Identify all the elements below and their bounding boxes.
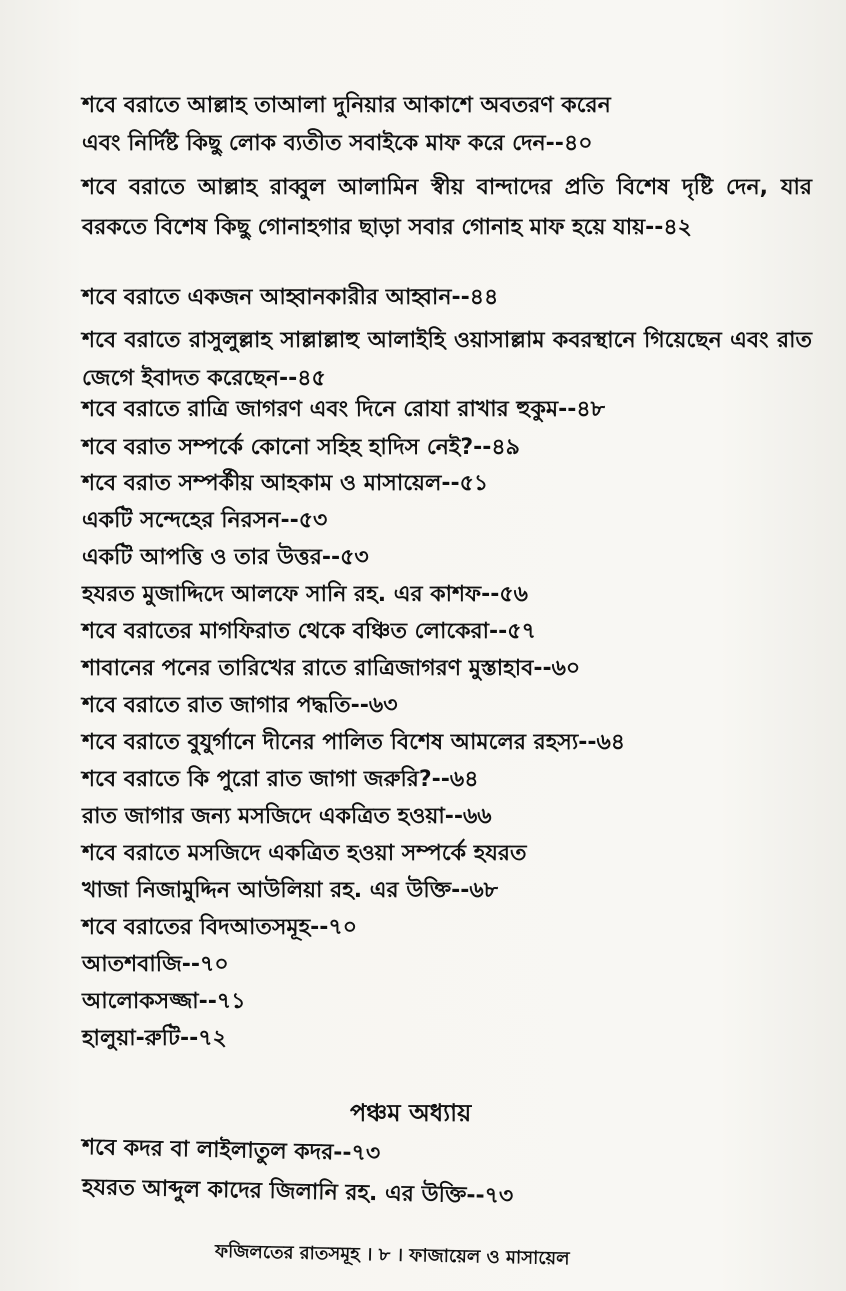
toc-entry: শবে বরাতে রাসুলুল্লাহ সাল্লাল্লাহু আলাইহি ওয়াসাল্লাম কবরস্থানে গিয়েছেন এবং রাত জেগে ইবাদত করেছেন--৪৫ [82, 328, 812, 391]
toc-entry: শবে বরাতে রাত জাগার পদ্ধতি--৬৩ [82, 693, 398, 718]
toc-entry: শবে বরাতে আল্লাহ তাআলা দুনিয়ার আকাশে অবতরণ করেন [82, 93, 611, 118]
toc-entry: হালুয়া-রুটি--৭২ [82, 1026, 227, 1051]
toc-entry: শাবানের পনের তারিখের রাতে রাত্রিজাগরণ মুস্তাহাব--৬০ [82, 656, 581, 681]
toc-entry: শবে বরাতে একজন আহ্বানকারীর আহ্বান--৪৪ [82, 285, 499, 310]
page-footer: ফজিলতের রাতসমূহ । ৮ । ফাজায়েল ও মাসায়েল [214, 1241, 570, 1270]
toc-entry: শবে বরাতে আল্লাহ রাব্বুল আলামিন স্বীয় বান্দাদের প্রতি বিশেষ দৃষ্টি দেন, যার বরকতে বিশেষ কিছু গোনাহগার ছাড়া সবার গোনাহ মাফ হয়ে যায়--৪২ [82, 175, 812, 240]
toc-entry: শবে বরাত সম্পর্কীয় আহকাম ও মাসায়েল--৫১ [82, 471, 489, 496]
toc-entry: হযরত মুজাদ্দিদে আলফে সানি রহ. এর কাশফ--৫৬ [82, 582, 528, 607]
toc-entry: শবে বরাতের মাগফিরাত থেকে বঞ্চিত লোকেরা--৫৭ [82, 619, 536, 644]
toc-entry: শবে বরাতে রাত্রি জাগরণ এবং দিনে রোযা রাখার হুকুম--৪৮ [82, 397, 605, 422]
chapter-heading: পঞ্চম অধ্যায় [350, 1099, 472, 1127]
toc-entry: আলোকসজ্জা--৭১ [82, 989, 246, 1014]
toc-entry: এবং নির্দিষ্ট কিছু লোক ব্যতীত সবাইকে মাফ করে দেন--৪০ [82, 131, 593, 156]
toc-entry: শবে বরাত সম্পর্কে কোনো সহিহ হাদিস নেই?--৪৯ [82, 435, 520, 460]
toc-entry: রাত জাগার জন্য মসজিদে একত্রিত হওয়া--৬৬ [82, 804, 492, 829]
toc-entry: শবে কদর বা লাইলাতুল কদর--৭৩ [81, 1135, 381, 1167]
toc-entry: খাজা নিজামুদ্দিন আউলিয়া রহ. এর উক্তি--৬৮ [82, 878, 498, 903]
toc-entry: শবে বরাতে বুযুর্গানে দীনের পালিত বিশেষ আমলের রহস্য--৬৪ [82, 730, 626, 755]
toc-entry: একটি আপত্তি ও তার উত্তর--৫৩ [82, 545, 369, 570]
toc-entry: একটি সন্দেহের নিরসন--৫৩ [82, 508, 328, 533]
toc-entry: শবে বরাতে কি পুরো রাত জাগা জরুরি?--৬৪ [82, 767, 479, 792]
toc-entry: শবে বরাতে মসজিদে একত্রিত হওয়া সম্পর্কে হযরত [82, 841, 527, 866]
toc-entry: আতশবাজি--৭০ [82, 952, 229, 977]
toc-entry: শবে বরাতের বিদআতসমূহ--৭০ [82, 915, 358, 940]
toc-entry: হযরত আব্দুল কাদের জিলানি রহ. এর উক্তি--৭৩ [81, 1175, 514, 1210]
